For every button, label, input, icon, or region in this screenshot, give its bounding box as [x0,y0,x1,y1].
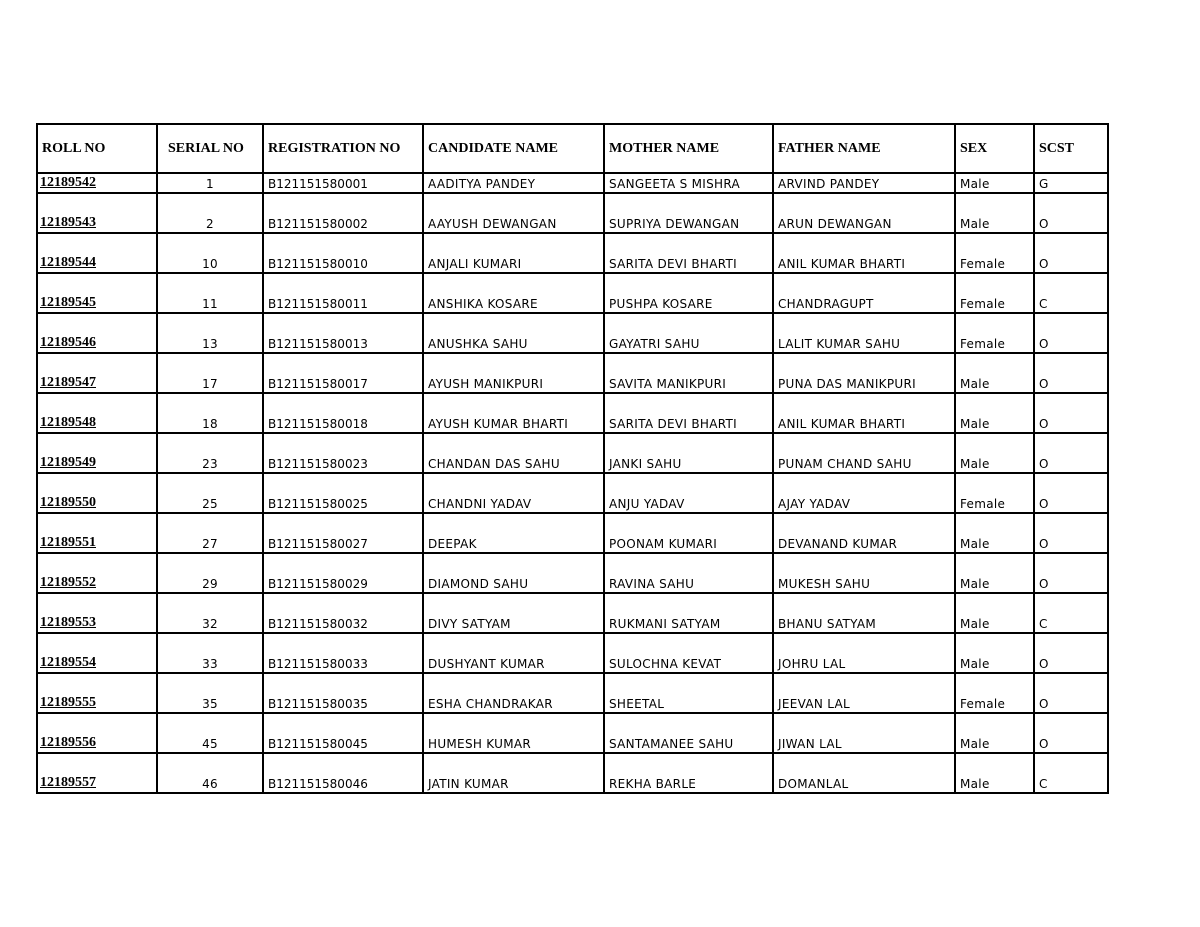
table-row [37,273,1108,313]
cell-registration-no: B121151580046 [263,753,423,793]
cell-scst: O [1034,233,1108,273]
table-row [37,433,1108,473]
cell-sex: Male [955,553,1034,593]
cell-serial-no: 45 [157,713,263,753]
cell-serial-no: 33 [157,633,263,673]
cell-father-name: PUNAM CHAND SAHU [773,433,955,473]
cell-sex: Male [955,753,1034,793]
cell-father-name: BHANU SATYAM [773,593,955,633]
table-body [37,173,1108,793]
cell-serial-no: 23 [157,433,263,473]
cell-registration-no: B121151580032 [263,593,423,633]
cell-roll-no: 12189543 [37,193,157,233]
cell-scst: C [1034,753,1108,793]
cell-mother-name: SAVITA MANIKPURI [604,353,773,393]
cell-roll-no: 12189549 [37,433,157,473]
cell-mother-name: PUSHPA KOSARE [604,273,773,313]
cell-sex: Male [955,393,1034,433]
cell-candidate-name: AADITYA PANDEY [423,173,604,193]
cell-sex: Female [955,273,1034,313]
cell-candidate-name: ANJALI KUMARI [423,233,604,273]
cell-scst: O [1034,353,1108,393]
table-row [37,633,1108,673]
header-mother-name: MOTHER NAME [604,124,773,173]
cell-mother-name: JANKI SAHU [604,433,773,473]
cell-scst: C [1034,593,1108,633]
cell-roll-no: 12189556 [37,713,157,753]
cell-registration-no: B121151580018 [263,393,423,433]
cell-candidate-name: AAYUSH DEWANGAN [423,193,604,233]
cell-scst: O [1034,433,1108,473]
cell-mother-name: SANTAMANEE SAHU [604,713,773,753]
cell-serial-no: 1 [157,173,263,193]
cell-roll-no: 12189550 [37,473,157,513]
cell-sex: Female [955,233,1034,273]
cell-father-name: DEVANAND KUMAR [773,513,955,553]
cell-serial-no: 35 [157,673,263,713]
cell-scst: G [1034,173,1108,193]
cell-father-name: JOHRU LAL [773,633,955,673]
cell-roll-no: 12189544 [37,233,157,273]
header-scst: SCST [1034,124,1108,173]
cell-registration-no: B121151580025 [263,473,423,513]
cell-serial-no: 2 [157,193,263,233]
cell-mother-name: SUPRIYA DEWANGAN [604,193,773,233]
cell-serial-no: 27 [157,513,263,553]
header-roll-no: ROLL NO [37,124,157,173]
cell-serial-no: 18 [157,393,263,433]
cell-scst: O [1034,193,1108,233]
cell-mother-name: RUKMANI SATYAM [604,593,773,633]
cell-serial-no: 46 [157,753,263,793]
cell-sex: Male [955,433,1034,473]
cell-candidate-name: JATIN KUMAR [423,753,604,793]
header-candidate-name: CANDIDATE NAME [423,124,604,173]
cell-mother-name: POONAM KUMARI [604,513,773,553]
cell-serial-no: 25 [157,473,263,513]
cell-mother-name: SANGEETA S MISHRA [604,173,773,193]
cell-registration-no: B121151580013 [263,313,423,353]
cell-scst: C [1034,273,1108,313]
cell-serial-no: 32 [157,593,263,633]
cell-candidate-name: ESHA CHANDRAKAR [423,673,604,713]
table-row [37,313,1108,353]
table-row [37,173,1108,193]
cell-registration-no: B121151580023 [263,433,423,473]
cell-scst: O [1034,513,1108,553]
cell-candidate-name: AYUSH KUMAR BHARTI [423,393,604,433]
cell-serial-no: 10 [157,233,263,273]
cell-candidate-name: ANUSHKA SAHU [423,313,604,353]
table-row [37,513,1108,553]
cell-candidate-name: DEEPAK [423,513,604,553]
cell-father-name: CHANDRAGUPT [773,273,955,313]
cell-mother-name: SARITA DEVI BHARTI [604,233,773,273]
table-row [37,193,1108,233]
cell-candidate-name: DUSHYANT KUMAR [423,633,604,673]
cell-roll-no: 12189551 [37,513,157,553]
cell-serial-no: 17 [157,353,263,393]
cell-mother-name: SULOCHNA KEVAT [604,633,773,673]
cell-roll-no: 12189548 [37,393,157,433]
cell-registration-no: B121151580033 [263,633,423,673]
cell-mother-name: RAVINA SAHU [604,553,773,593]
table-row [37,753,1108,793]
cell-registration-no: B121151580002 [263,193,423,233]
cell-scst: O [1034,633,1108,673]
cell-mother-name: REKHA BARLE [604,753,773,793]
table-row [37,553,1108,593]
cell-father-name: DOMANLAL [773,753,955,793]
cell-candidate-name: AYUSH MANIKPURI [423,353,604,393]
header-registration-no: REGISTRATION NO [263,124,423,173]
cell-father-name: PUNA DAS MANIKPURI [773,353,955,393]
cell-mother-name: ANJU YADAV [604,473,773,513]
header-row [37,124,1108,173]
cell-father-name: ANIL KUMAR BHARTI [773,233,955,273]
cell-father-name: JEEVAN LAL [773,673,955,713]
cell-candidate-name: ANSHIKA KOSARE [423,273,604,313]
cell-roll-no: 12189555 [37,673,157,713]
cell-serial-no: 11 [157,273,263,313]
cell-serial-no: 29 [157,553,263,593]
cell-father-name: JIWAN LAL [773,713,955,753]
cell-candidate-name: HUMESH KUMAR [423,713,604,753]
cell-mother-name: SARITA DEVI BHARTI [604,393,773,433]
cell-roll-no: 12189557 [37,753,157,793]
table-row [37,593,1108,633]
cell-mother-name: SHEETAL [604,673,773,713]
cell-roll-no: 12189545 [37,273,157,313]
cell-scst: O [1034,393,1108,433]
cell-sex: Male [955,513,1034,553]
cell-registration-no: B121151580017 [263,353,423,393]
cell-sex: Male [955,173,1034,193]
cell-scst: O [1034,673,1108,713]
table-row [37,713,1108,753]
cell-sex: Male [955,633,1034,673]
cell-registration-no: B121151580035 [263,673,423,713]
cell-roll-no: 12189552 [37,553,157,593]
table-row [37,233,1108,273]
cell-mother-name: GAYATRI SAHU [604,313,773,353]
cell-father-name: ARUN DEWANGAN [773,193,955,233]
cell-registration-no: B121151580011 [263,273,423,313]
cell-registration-no: B121151580029 [263,553,423,593]
cell-scst: O [1034,313,1108,353]
cell-registration-no: B121151580045 [263,713,423,753]
cell-father-name: AJAY YADAV [773,473,955,513]
cell-sex: Male [955,593,1034,633]
cell-candidate-name: CHANDAN DAS SAHU [423,433,604,473]
cell-serial-no: 13 [157,313,263,353]
cell-father-name: MUKESH SAHU [773,553,955,593]
table-row [37,393,1108,433]
cell-sex: Male [955,353,1034,393]
cell-sex: Female [955,673,1034,713]
cell-sex: Male [955,713,1034,753]
cell-father-name: LALIT KUMAR SAHU [773,313,955,353]
cell-sex: Female [955,313,1034,353]
cell-registration-no: B121151580010 [263,233,423,273]
table-row [37,473,1108,513]
cell-father-name: ANIL KUMAR BHARTI [773,393,955,433]
cell-roll-no: 12189542 [37,173,157,193]
cell-registration-no: B121151580027 [263,513,423,553]
header-serial-no: SERIAL NO [157,124,263,173]
cell-sex: Female [955,473,1034,513]
table-row [37,673,1108,713]
cell-roll-no: 12189554 [37,633,157,673]
cell-roll-no: 12189546 [37,313,157,353]
cell-sex: Male [955,193,1034,233]
cell-scst: O [1034,713,1108,753]
cell-candidate-name: CHANDNI YADAV [423,473,604,513]
cell-candidate-name: DIAMOND SAHU [423,553,604,593]
table-row [37,353,1108,393]
header-father-name: FATHER NAME [773,124,955,173]
header-sex: SEX [955,124,1034,173]
cell-roll-no: 12189553 [37,593,157,633]
cell-scst: O [1034,473,1108,513]
cell-father-name: ARVIND PANDEY [773,173,955,193]
candidate-table [36,123,1109,794]
cell-registration-no: B121151580001 [263,173,423,193]
cell-roll-no: 12189547 [37,353,157,393]
cell-candidate-name: DIVY SATYAM [423,593,604,633]
cell-scst: O [1034,553,1108,593]
